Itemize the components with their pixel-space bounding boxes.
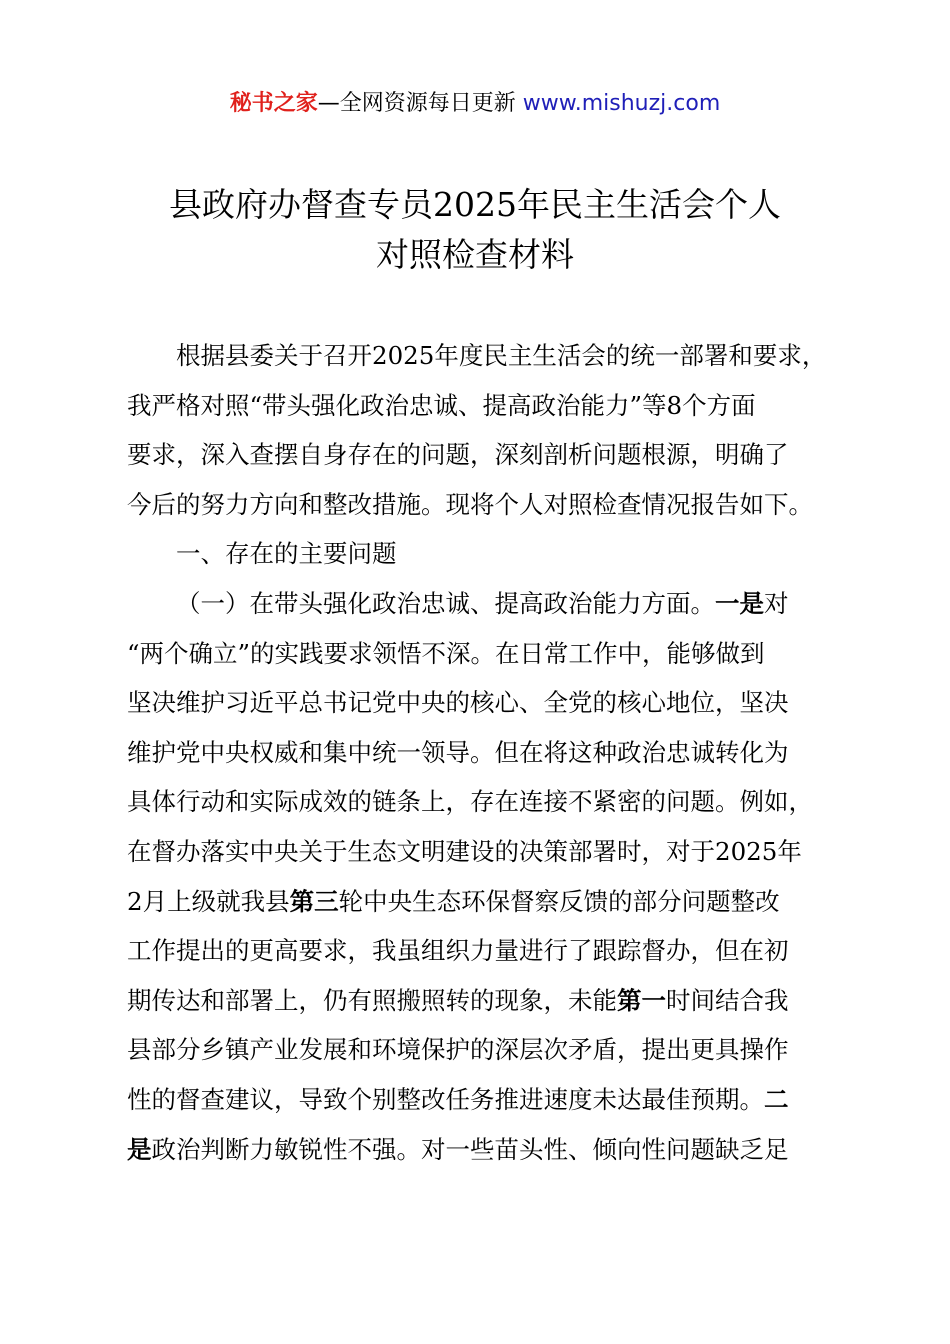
sub1-line-7 [127, 877, 839, 927]
sub1-line-11-a: 性的督查建议，导致个别整改任务推进速度未达最佳预期。 [127, 1084, 764, 1114]
sub1-line-7-c: 轮中央生态环保督察反馈的部分问题整改 [338, 886, 780, 916]
document-body [127, 331, 839, 1174]
sub1-line-12-b: 政治判断力敏锐性不强。对一些苗头性、倾向性问题缺乏足 [151, 1134, 789, 1164]
sub1-line-12 [127, 1125, 839, 1175]
sub1-line-7-a: 2月上级就我县 [127, 886, 290, 916]
title-line-1: 县政府办督查专员2025年民主生活会个人 [169, 185, 781, 224]
sub1-line-9-c: 时间结合我 [666, 985, 789, 1015]
header-url-link[interactable]: www.mishuzj.com [522, 91, 721, 116]
sub1-line-8: 工作提出的更高要求，我虽组织力量进行了跟踪督办，但在初 [127, 936, 789, 966]
sub1-line-11 [127, 1075, 839, 1125]
sub1-line-1-tail: 对 [764, 588, 789, 618]
header-brand: 秘书之家 [229, 91, 318, 116]
sub1-point-two-label-part1: 二 [764, 1084, 789, 1114]
sub1-line-6: 在督办落实中央关于生态文明建设的决策部署时，对于2025年 [127, 836, 802, 866]
intro-line-3: 要求，深入查摆自身存在的问题，深刻剖析问题根源，明确了 [127, 440, 789, 470]
site-header [0, 88, 950, 120]
sub1-line-3: 坚决维护习近平总书记党中央的核心、全党的核心地位，坚决 [127, 688, 789, 718]
sub1-line-9 [127, 976, 839, 1026]
sub1-line-1 [127, 579, 839, 629]
sub1-line-5: 具体行动和实际成效的链条上，存在连接不紧密的问题。例如， [127, 787, 813, 817]
sub1-point-two-label-part2: 是 [127, 1134, 152, 1164]
sub1-line-10: 县部分乡镇产业发展和环境保护的深层次矛盾，提出更具操作 [127, 1035, 789, 1065]
sub1-line-9-bold: 第一 [617, 985, 666, 1015]
document-title [80, 180, 870, 280]
section-heading-1: 一、存在的主要问题 [176, 539, 397, 569]
sub1-line-9-a: 期传达和部署上，仍有照搬照转的现象，未能 [127, 985, 617, 1015]
sub1-line-7-bold: 第三 [289, 886, 339, 916]
sub1-line-2: “两个确立”的实践要求领悟不深。在日常工作中，能够做到 [127, 638, 765, 668]
sub1-point-one-label: 一是 [715, 588, 764, 618]
title-line-2: 对照检查材料 [376, 235, 574, 274]
sub1-line-4: 维护党中央权威和集中统一领导。但在将这种政治忠诚转化为 [127, 737, 789, 767]
intro-line-4: 今后的努力方向和整改措施。现将个人对照检查情况报告如下。 [127, 489, 813, 519]
intro-line-2: 我严格对照“带头强化政治忠诚、提高政治能力”等8个方面 [127, 390, 756, 420]
header-tagline: —全网资源每日更新 [317, 91, 516, 116]
sub1-heading-text: （一）在带头强化政治忠诚、提高政治能力方面。 [176, 588, 715, 618]
intro-line-1: 根据县委关于召开2025年度民主生活会的统一部署和要求， [176, 341, 827, 370]
